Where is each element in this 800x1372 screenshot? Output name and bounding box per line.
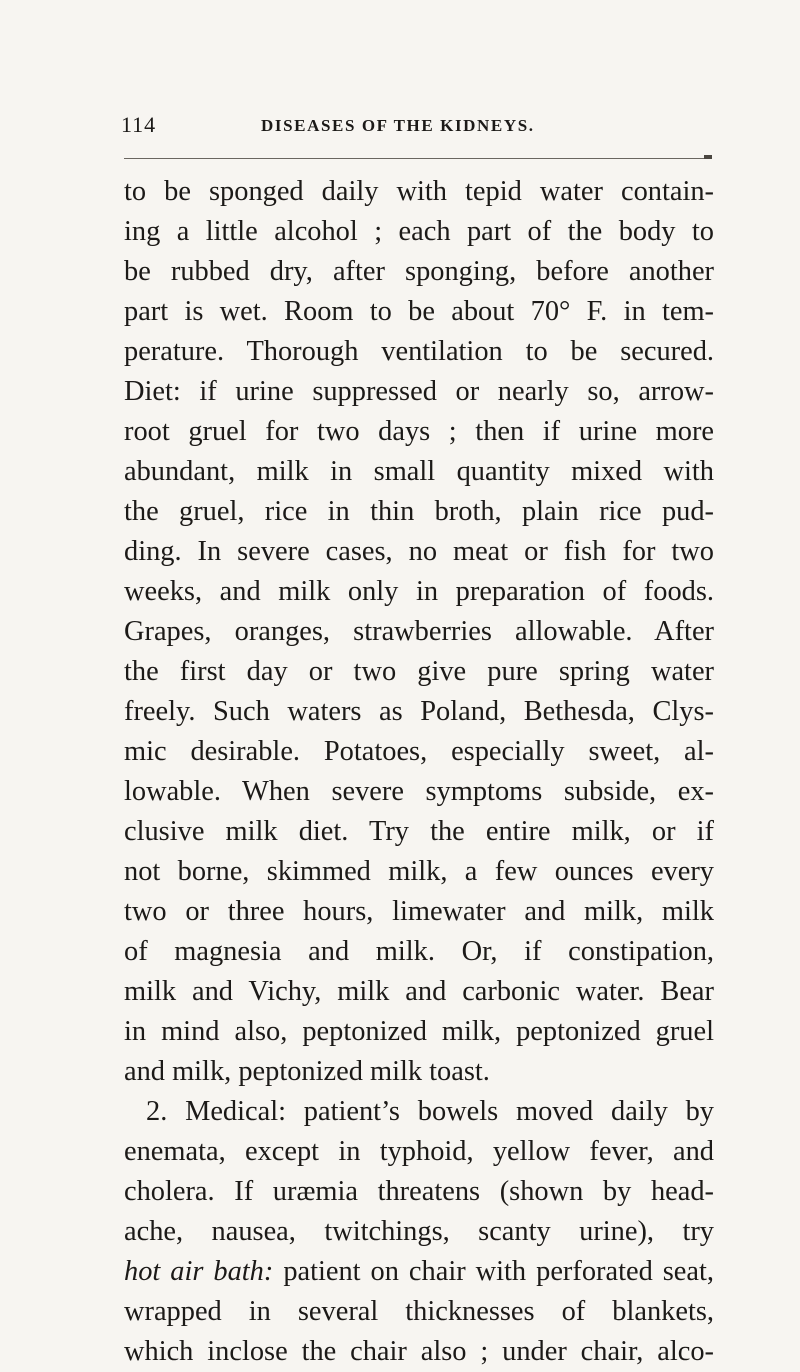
text-line: the gruel, rice in thin broth, plain rice pud- [124,496,714,527]
header-rule [124,158,712,159]
text-line: lowable. When severe symptoms subside, ex- [124,776,714,807]
text-line: wrapped in several thicknesses of blankets, [124,1296,714,1327]
text-line: be rubbed dry, after sponging, before another [124,256,714,287]
text-line: of magnesia and milk. Or, if constipation, [124,936,714,967]
text-line: Grapes, oranges, strawberries allowable. After [124,616,714,647]
running-head [121,112,711,142]
text-line: cholera. If uræmia threatens (shown by head- [124,1176,714,1207]
body-text [124,172,714,1372]
text-line: part is wet. Room to be about 70° F. in tem- [124,296,714,327]
text-line: two or three hours, limewater and milk, milk [124,896,714,927]
text-line: perature. Thorough ventilation to be secured. [124,336,714,367]
emphasis-term: hot air bath: [124,1256,274,1287]
text-line: not borne, skimmed milk, a few ounces every [124,856,714,887]
text-line: clusive milk diet. Try the entire milk, or if [124,816,714,847]
page-number: 114 [121,112,157,137]
text-run: patient on chair with perforated seat, [283,1256,714,1287]
running-title: DISEASES OF THE KIDNEYS. [261,116,535,135]
text-line: mic desirable. Potatoes, especially sweet, al- [124,736,714,767]
text-line: freely. Such waters as Poland, Bethesda, Clys- [124,696,714,727]
text-line: Diet: if urine suppressed or nearly so, arrow- [124,376,714,407]
text-line: which inclose the chair also ; under chair, alco- [124,1336,714,1367]
text-line: and milk, peptonized milk toast. [124,1056,490,1087]
text-line-mixed [124,1252,714,1292]
text-line: to be sponged daily with tepid water contain- [124,176,714,207]
text-line: milk and Vichy, milk and carbonic water. Bear [124,976,714,1007]
text-line: ing a little alcohol ; each part of the body to [124,216,714,247]
text-line: abundant, milk in small quantity mixed with [124,456,714,487]
text-line: root gruel for two days ; then if urine more [124,416,714,447]
text-line: in mind also, peptonized milk, peptonized gruel [124,1016,714,1047]
text-line: the first day or two give pure spring water [124,656,714,687]
text-line: enemata, except in typhoid, yellow fever, and [124,1136,714,1167]
text-line: ache, nausea, twitchings, scanty urine), try [124,1216,714,1247]
text-line: ding. In severe cases, no meat or fish for two [124,536,714,567]
text-line: 2. Medical: patient’s bowels moved daily by [146,1096,714,1127]
text-line: weeks, and milk only in preparation of foods. [124,576,714,607]
